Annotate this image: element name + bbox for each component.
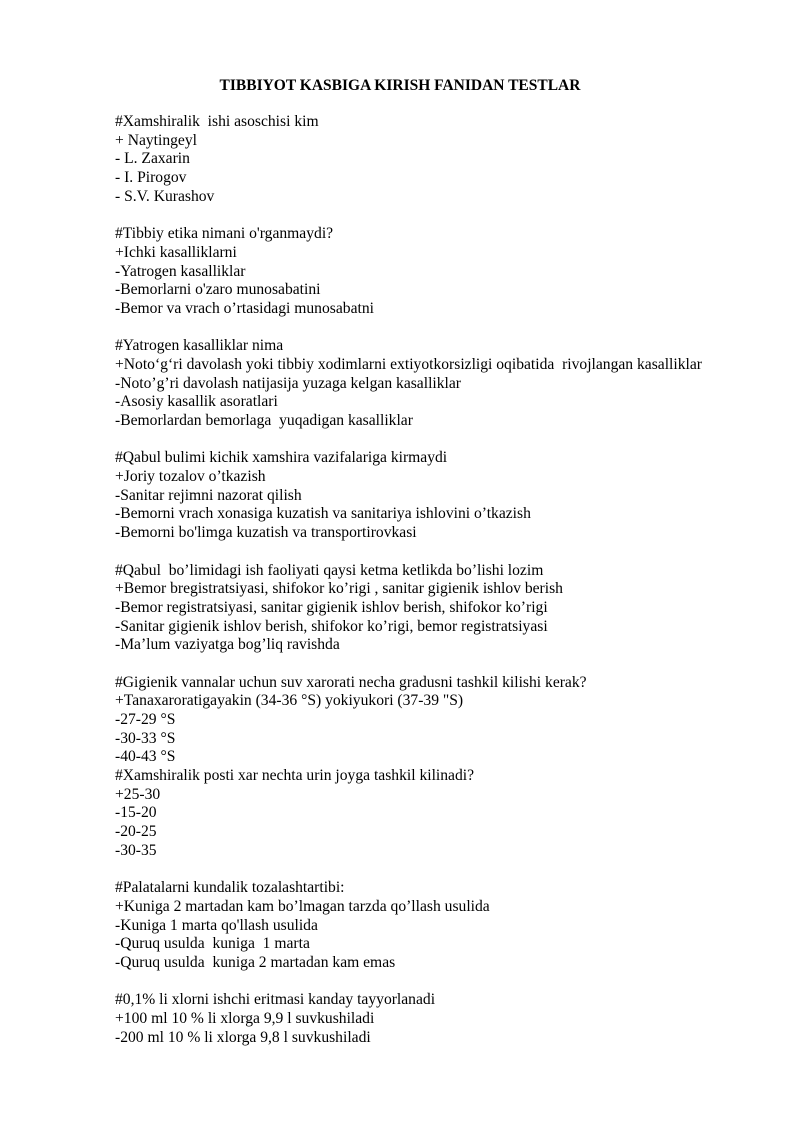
answer-option: -Kuniga 1 marta qo'llash usulida — [115, 916, 318, 934]
question-block — [115, 449, 795, 542]
correct-answer: +25-30 — [115, 785, 161, 803]
block-spacer — [115, 206, 795, 225]
correct-answer: + Naytingeyl — [115, 131, 197, 149]
answer-option: - I. Pirogov — [115, 169, 187, 187]
test-questions — [115, 113, 795, 1047]
correct-answer: +Bemor bregistratsiyasi, shifokor ko’rigi , sanitar gigienik ishlov berish — [115, 580, 563, 598]
answer-option: -30-35 — [115, 841, 157, 859]
question-text: #Xamshiralik ishi asoschisi kim — [115, 113, 319, 130]
correct-answer: +Tanaxaroratigayakin (34-36 °S) yokiyukori (37-39 "S) — [115, 692, 464, 710]
answer-option: -27-29 °S — [115, 711, 176, 728]
answer-option: -15-20 — [115, 804, 157, 822]
answer-option: - S.V. Kurashov — [115, 187, 215, 205]
answer-option: - L. Zaxarin — [115, 150, 190, 168]
answer-option: -Asosiy kasallik asoratlari — [115, 393, 278, 411]
question-text: #Palatalarni kundalik tozalashtartibi: — [115, 879, 345, 897]
answer-option: -20-25 — [115, 823, 157, 841]
block-spacer — [115, 319, 795, 338]
correct-answer: +Noto‘g‘ri davolash yoki tibbiy xodimlarni extiyotkorsizligi oqibatida rivojlangan kasalliklar — [115, 355, 702, 373]
question-block — [115, 113, 795, 206]
answer-option: -Bemorlardan bemorlaga yuqadigan kasalliklar — [115, 412, 413, 429]
answer-option: -40-43 °S — [115, 748, 176, 766]
correct-answer: +Joriy tozalov o’tkazish — [115, 468, 266, 486]
block-spacer — [115, 543, 795, 562]
answer-option: -Quruq usulda kuniga 2 martadan kam emas — [115, 953, 396, 971]
answer-option: -30-33 °S — [115, 729, 176, 747]
question-block — [115, 562, 795, 655]
question-text: #Tibbiy etika nimani o'rganmaydi? — [115, 225, 334, 243]
answer-option: -Bemor registratsiyasi, sanitar gigienik ishlov berish, shifokor ko’rigi — [115, 598, 548, 616]
question-text: #Yatrogen kasalliklar nima — [115, 337, 284, 355]
question-text: #Xamshiralik posti xar nechta urin joyga tashkil kilinadi? — [115, 767, 475, 785]
answer-option: -Bemor va vrach o’rtasidagi munosabatni — [115, 299, 374, 317]
question-text: #0,1% li xlorni ishchi eritmasi kanday tayyorlanadi — [115, 991, 436, 1009]
block-spacer — [115, 655, 795, 674]
question-text: #Qabul bo’limidagi ish faoliyati qaysi ketma ketlikda bo’lishi lozim — [115, 561, 544, 579]
page-title: TIBBIYOT KASBIGA KIRISH FANIDAN TESTLAR — [219, 77, 581, 94]
correct-answer: +Ichki kasalliklarni — [115, 243, 237, 261]
question-block — [115, 674, 795, 861]
question-block — [115, 337, 795, 430]
answer-option: -Sanitar gigienik ishlov berish, shifokor ko’rigi, bemor registratsiyasi — [115, 617, 548, 635]
block-spacer — [115, 431, 795, 450]
correct-answer: +Kuniga 2 martadan kam bo’lmagan tarzda qo’llash usulida — [115, 897, 490, 915]
block-spacer — [115, 861, 795, 880]
question-text: #Gigienik vannalar uchun suv xarorati necha gradusni tashkil kilishi kerak? — [115, 673, 587, 691]
question-text: #Qabul bulimi kichik xamshira vazifalariga kirmaydi — [115, 449, 448, 467]
answer-option: -Yatrogen kasalliklar — [115, 262, 246, 280]
question-block — [115, 879, 795, 972]
answer-option: -Noto’g’ri davolash natijasija yuzaga kelgan kasalliklar — [115, 374, 461, 392]
answer-option: -Sanitar rejimni nazorat qilish — [115, 486, 302, 504]
answer-option: -Ma’lum vaziyatga bog’liq ravishda — [115, 636, 340, 654]
answer-option: -Bemorni vrach xonasiga kuzatish va sanitariya ishlovini o’tkazish — [115, 505, 531, 523]
question-block — [115, 991, 795, 1047]
question-block — [115, 225, 795, 318]
block-spacer — [115, 973, 795, 992]
answer-option: -Bemorni bo'limga kuzatish va transportirovkasi — [115, 524, 417, 542]
answer-option: -200 ml 10 % li xlorga 9,8 l suvkushiladi — [115, 1028, 371, 1046]
answer-option: -Quruq usulda kuniga 1 marta — [115, 935, 310, 953]
answer-option: -Bemorlarni o'zaro munosabatini — [115, 281, 321, 299]
correct-answer: +100 ml 10 % li xlorga 9,9 l suvkushiladi — [115, 1010, 375, 1027]
